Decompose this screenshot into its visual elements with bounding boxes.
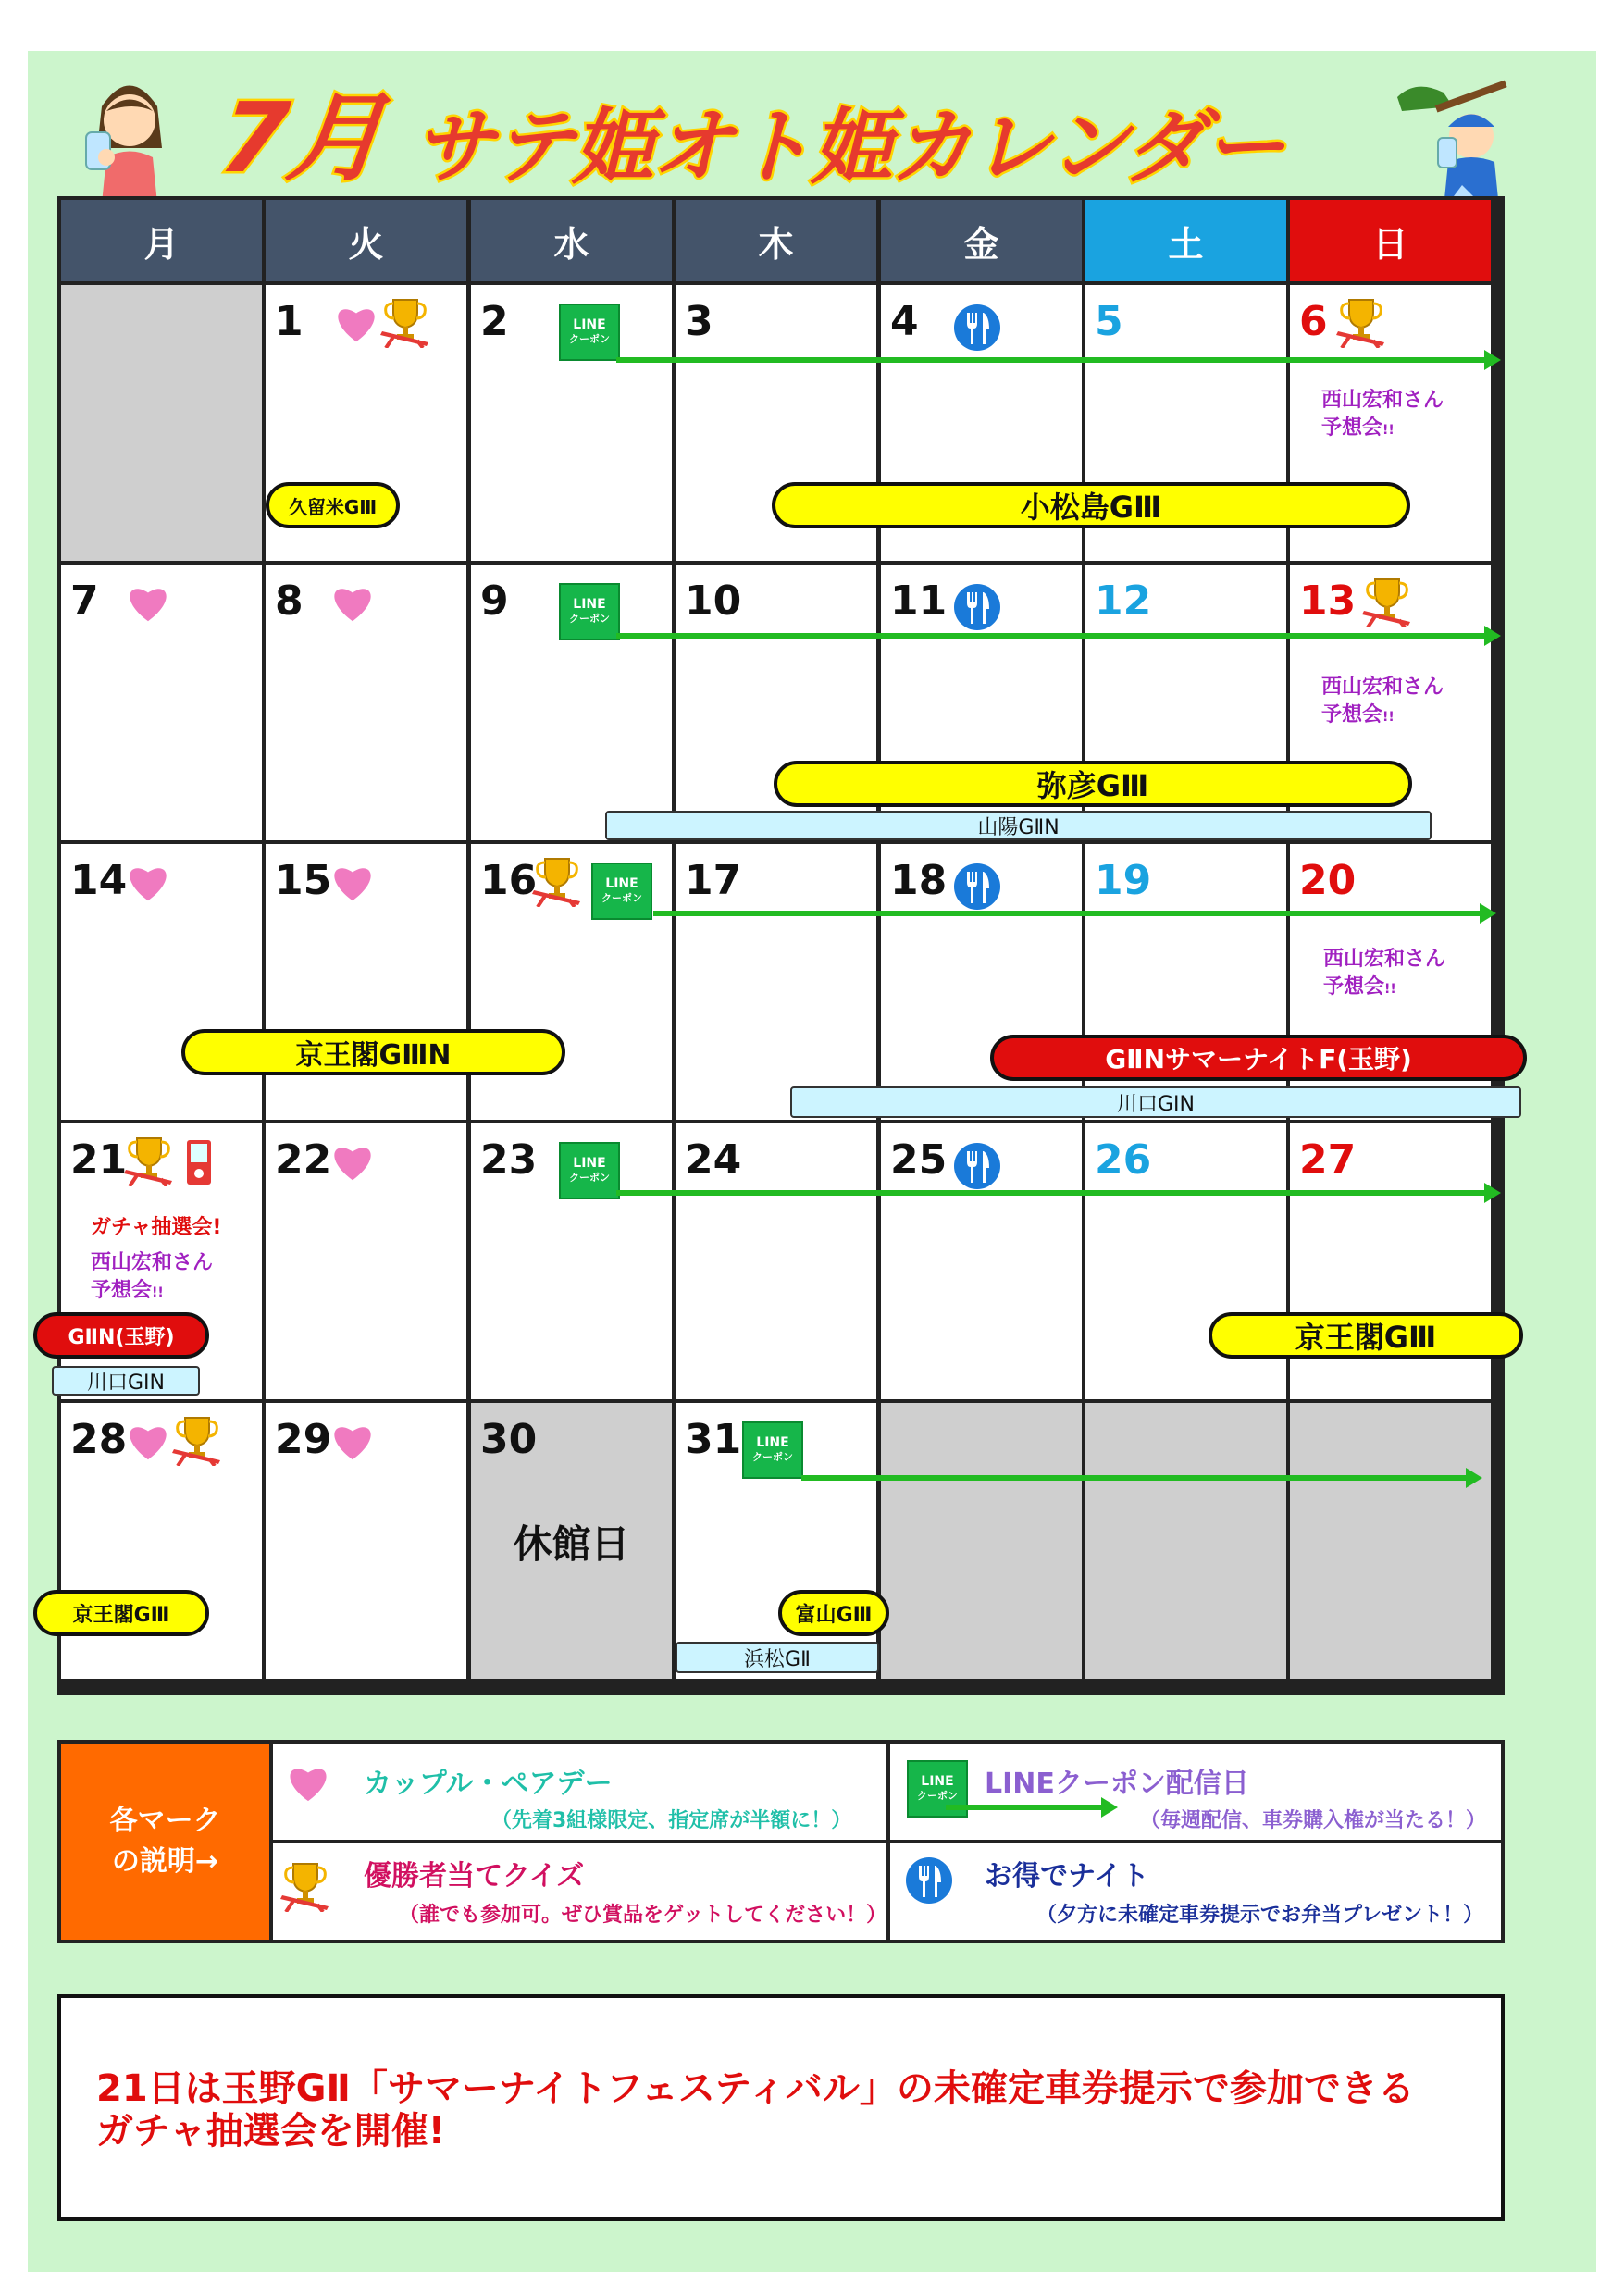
day-number: 9 bbox=[480, 577, 509, 625]
day-cell-23 bbox=[471, 1123, 672, 1399]
icon-wrap bbox=[953, 863, 1001, 914]
trophy-icon bbox=[124, 1135, 174, 1186]
icon-wrap bbox=[591, 863, 652, 920]
empty-cell bbox=[61, 285, 262, 561]
day-cell-14 bbox=[61, 844, 262, 1120]
day-number: 17 bbox=[685, 857, 742, 904]
legend-quiz-sub: （誰でも参加可。ぜひ賞品をゲットしてください！） bbox=[399, 1904, 887, 1927]
day-cell-28 bbox=[61, 1403, 262, 1679]
day-number: 21 bbox=[70, 1136, 128, 1184]
empty-cell bbox=[1290, 1403, 1491, 1679]
note-text bbox=[91, 1214, 221, 1242]
icon-wrap bbox=[559, 1142, 620, 1199]
race-bar-toyama: 富山GⅢ bbox=[778, 1590, 889, 1636]
icon-wrap bbox=[330, 583, 375, 627]
icon-wrap bbox=[953, 304, 1001, 355]
day-number: 27 bbox=[1299, 1136, 1357, 1184]
trophy-icon bbox=[1362, 576, 1412, 627]
icon-wrap bbox=[330, 863, 375, 907]
fork-knife-icon bbox=[905, 1856, 953, 1905]
note-text bbox=[1321, 674, 1444, 731]
race-bar-hamamatsu: 浜松GⅡ bbox=[676, 1642, 879, 1673]
day-number: 24 bbox=[685, 1136, 742, 1184]
day-number: 20 bbox=[1299, 857, 1357, 904]
line-coupon-icon bbox=[559, 304, 620, 361]
note-part: !! bbox=[1382, 710, 1395, 725]
icon-wrap bbox=[953, 1142, 1001, 1194]
week-arrow bbox=[616, 633, 1486, 639]
note-part: 西山宏和さん bbox=[1323, 948, 1446, 971]
calendar-grid bbox=[57, 196, 1505, 1695]
line-icon-bottom: クーポン bbox=[569, 1172, 610, 1184]
icon-wrap bbox=[334, 304, 378, 348]
legend-couple-sub: （先着3組様限定、指定席が半額に！） bbox=[491, 1809, 852, 1832]
day-cell-9 bbox=[471, 565, 672, 840]
day-number: 16 bbox=[480, 857, 538, 904]
day-number: 28 bbox=[70, 1416, 128, 1463]
icon-wrap bbox=[1362, 576, 1412, 631]
day-number: 2 bbox=[480, 298, 509, 345]
icon-wrap bbox=[330, 1142, 375, 1186]
note-part: !! bbox=[152, 1285, 164, 1300]
note-part: 西山宏和さん bbox=[91, 1251, 214, 1274]
day-cell-24 bbox=[676, 1123, 876, 1399]
race-bar-summer_night: GⅡNサマーナイトF(玉野) bbox=[990, 1035, 1527, 1081]
trophy-icon bbox=[1336, 296, 1386, 348]
day-number: 26 bbox=[1095, 1136, 1152, 1184]
fork-knife-icon bbox=[953, 304, 1001, 352]
trophy-icon bbox=[532, 855, 582, 907]
day-cell-7 bbox=[61, 565, 262, 840]
icon-wrap bbox=[559, 304, 620, 361]
day-cell-29 bbox=[266, 1403, 466, 1679]
day-cell-17 bbox=[676, 844, 876, 1120]
weekday-header-1: 火 bbox=[266, 200, 466, 281]
note-text bbox=[91, 1249, 213, 1307]
line-icon-bottom: クーポン bbox=[569, 333, 610, 345]
day-cell-25 bbox=[881, 1123, 1082, 1399]
note-part: 予想会 bbox=[1321, 416, 1383, 440]
fork-knife-icon bbox=[953, 863, 1001, 911]
info-line2: ガチャ抽選会を開催! bbox=[96, 2110, 446, 2153]
day-cell-30 bbox=[471, 1403, 672, 1679]
icon-wrap bbox=[126, 863, 170, 907]
day-number: 1 bbox=[275, 298, 304, 345]
day-number: 25 bbox=[890, 1136, 948, 1184]
day-number: 7 bbox=[70, 577, 99, 625]
legend-couple-title: カップル・ペアデー bbox=[364, 1768, 613, 1800]
week-arrow bbox=[653, 911, 1481, 916]
line-icon-top: LINE bbox=[573, 597, 606, 612]
note-part: ガチャ抽選会! bbox=[91, 1216, 222, 1239]
day-number: 11 bbox=[890, 577, 948, 625]
note-part: 予想会 bbox=[91, 1279, 153, 1302]
day-number: 12 bbox=[1095, 577, 1152, 625]
day-number: 4 bbox=[890, 298, 919, 345]
legend-label bbox=[61, 1744, 269, 1940]
empty-cell bbox=[1085, 1403, 1286, 1679]
day-number: 5 bbox=[1095, 298, 1123, 345]
heart-icon bbox=[334, 304, 378, 344]
line-icon-top: LINE bbox=[573, 1156, 606, 1171]
legend-panel bbox=[57, 1740, 1505, 1943]
icon-wrap bbox=[742, 1421, 803, 1479]
race-bar-keiokaku_n: 京王閣GⅢN bbox=[181, 1029, 565, 1075]
line-icon-bottom: クーポン bbox=[752, 1451, 793, 1463]
day-number: 15 bbox=[275, 857, 332, 904]
race-bar-kurume: 久留米GⅢ bbox=[266, 482, 400, 528]
weekday-header-0: 月 bbox=[61, 200, 262, 281]
week-arrow bbox=[801, 1475, 1468, 1481]
line-coupon-icon bbox=[742, 1421, 803, 1479]
fork-knife-icon bbox=[905, 1856, 953, 1908]
day-number: 31 bbox=[685, 1416, 742, 1463]
note-part: 予想会 bbox=[1321, 703, 1383, 726]
legend-line-title: LINEクーポン配信日 bbox=[985, 1768, 1249, 1800]
fork-knife-icon bbox=[953, 583, 1001, 631]
heart-icon bbox=[286, 1764, 330, 1803]
legend-label-line1: 各マーク bbox=[109, 1805, 221, 1837]
note-part: !! bbox=[1384, 982, 1396, 997]
legend-night-title: お得でナイト bbox=[985, 1860, 1149, 1893]
icon-wrap bbox=[124, 1135, 174, 1190]
legend-line bbox=[890, 1744, 1501, 1840]
heart-icon bbox=[330, 583, 375, 624]
trophy-icon bbox=[380, 296, 430, 348]
icon-wrap bbox=[185, 1138, 213, 1190]
day-number: 14 bbox=[70, 857, 128, 904]
info-text bbox=[96, 2067, 1415, 2153]
info-box bbox=[57, 1994, 1505, 2221]
note-part: 予想会 bbox=[1323, 975, 1385, 999]
race-bar-keiokaku_1: 京王閣GⅢ bbox=[1209, 1312, 1523, 1359]
line-icon-bottom: クーポン bbox=[569, 613, 610, 625]
line-icon-top: LINE bbox=[756, 1435, 789, 1450]
race-bar-kawaguchi_2: 川口GⅠN bbox=[52, 1366, 200, 1396]
legend-quiz bbox=[273, 1843, 886, 1940]
icon-wrap bbox=[559, 583, 620, 640]
trophy-icon bbox=[280, 1860, 330, 1912]
legend-quiz-title: 優勝者当てクイズ bbox=[364, 1860, 585, 1893]
day-number: 22 bbox=[275, 1136, 332, 1184]
day-number: 30 bbox=[480, 1416, 538, 1463]
week-arrow bbox=[616, 1190, 1486, 1196]
poster-title bbox=[215, 81, 1283, 199]
day-number: 23 bbox=[480, 1136, 538, 1184]
heart-icon bbox=[330, 863, 375, 903]
race-bar-komatsushima: 小松島GⅢ bbox=[772, 482, 1410, 528]
trophy-icon bbox=[280, 1860, 330, 1916]
line-icon-top: LINE bbox=[921, 1774, 954, 1789]
icon-wrap bbox=[953, 583, 1001, 635]
day-cell-16 bbox=[471, 844, 672, 1120]
day-number: 29 bbox=[275, 1416, 332, 1463]
race-bar-kawaguchi_1: 川口GⅠN bbox=[790, 1086, 1521, 1118]
icon-wrap bbox=[380, 296, 430, 352]
day-number: 3 bbox=[685, 298, 713, 345]
icon-wrap bbox=[532, 855, 582, 911]
legend-night-sub: （夕方に未確定車券提示でお弁当プレゼント！） bbox=[1036, 1904, 1484, 1927]
day-cell-22 bbox=[266, 1123, 466, 1399]
legend-line-sub: （毎週配信、車券購入権が当たる！） bbox=[1140, 1809, 1487, 1832]
title-month: 7月 bbox=[215, 81, 391, 194]
line-coupon-icon bbox=[591, 863, 652, 920]
day-number: 8 bbox=[275, 577, 304, 625]
day-number: 6 bbox=[1299, 298, 1328, 345]
race-bar-keiokaku_2: 京王閣GⅢ bbox=[33, 1590, 209, 1636]
line-icon-bottom: クーポン bbox=[917, 1790, 958, 1802]
day-number: 19 bbox=[1095, 857, 1152, 904]
day-number: 18 bbox=[890, 857, 948, 904]
weekday-header-2: 水 bbox=[471, 200, 672, 281]
info-line1: 21日は玉野GⅡ「サマーナイトフェスティバル」の未確定車券提示で参加できる bbox=[96, 2067, 1415, 2110]
note-text bbox=[1323, 946, 1445, 1003]
heart-icon bbox=[330, 1142, 375, 1183]
day-number: 13 bbox=[1299, 577, 1357, 625]
race-bar-yahiko: 弥彦GⅢ bbox=[774, 761, 1412, 807]
weekday-header-6: 日 bbox=[1290, 200, 1491, 281]
day-cell-2 bbox=[471, 285, 672, 561]
icon-wrap bbox=[126, 583, 170, 627]
note-part: !! bbox=[1382, 423, 1395, 438]
line-icon-bottom: クーポン bbox=[601, 892, 642, 904]
note-part: 西山宏和さん bbox=[1321, 389, 1444, 412]
day-number: 10 bbox=[685, 577, 742, 625]
legend-label-line2: の説明→ bbox=[111, 1845, 219, 1878]
boy-drinking-icon bbox=[1397, 69, 1527, 217]
race-bar-tamano_short: GⅡN(玉野) bbox=[33, 1312, 209, 1359]
icon-wrap bbox=[172, 1414, 222, 1470]
weekday-header-5: 土 bbox=[1085, 200, 1286, 281]
icon-wrap bbox=[126, 1421, 170, 1466]
holiday-label: 休館日 bbox=[513, 1521, 630, 1567]
day-cell-15 bbox=[266, 844, 466, 1120]
week-arrow bbox=[616, 357, 1486, 363]
legend-night bbox=[890, 1843, 1501, 1940]
race-bar-sanyo: 山陽GⅡN bbox=[605, 811, 1432, 840]
line-coupon-icon bbox=[559, 1142, 620, 1199]
weekday-header-3: 木 bbox=[676, 200, 876, 281]
girl-drinking-icon bbox=[79, 69, 180, 208]
note-part: 西山宏和さん bbox=[1321, 676, 1444, 699]
line-icon-top: LINE bbox=[573, 317, 606, 332]
icon-wrap bbox=[1336, 296, 1386, 352]
empty-cell bbox=[881, 1403, 1082, 1679]
title-text: サテ姫オト姫カレンダー bbox=[413, 99, 1283, 194]
heart-icon bbox=[126, 863, 170, 903]
trophy-icon bbox=[172, 1414, 222, 1466]
day-cell-8 bbox=[266, 565, 466, 840]
day-cell-31 bbox=[676, 1403, 876, 1679]
heart-icon bbox=[126, 1421, 170, 1462]
icon-wrap bbox=[330, 1421, 375, 1466]
heart-icon bbox=[330, 1421, 375, 1462]
line-coupon-icon bbox=[559, 583, 620, 640]
fork-knife-icon bbox=[953, 1142, 1001, 1190]
line-icon-top: LINE bbox=[605, 876, 638, 891]
note-text bbox=[1321, 387, 1444, 444]
heart-icon bbox=[126, 583, 170, 624]
weekday-header-4: 金 bbox=[881, 200, 1082, 281]
gacha-machine-icon bbox=[185, 1138, 213, 1186]
legend-couple bbox=[273, 1744, 886, 1840]
